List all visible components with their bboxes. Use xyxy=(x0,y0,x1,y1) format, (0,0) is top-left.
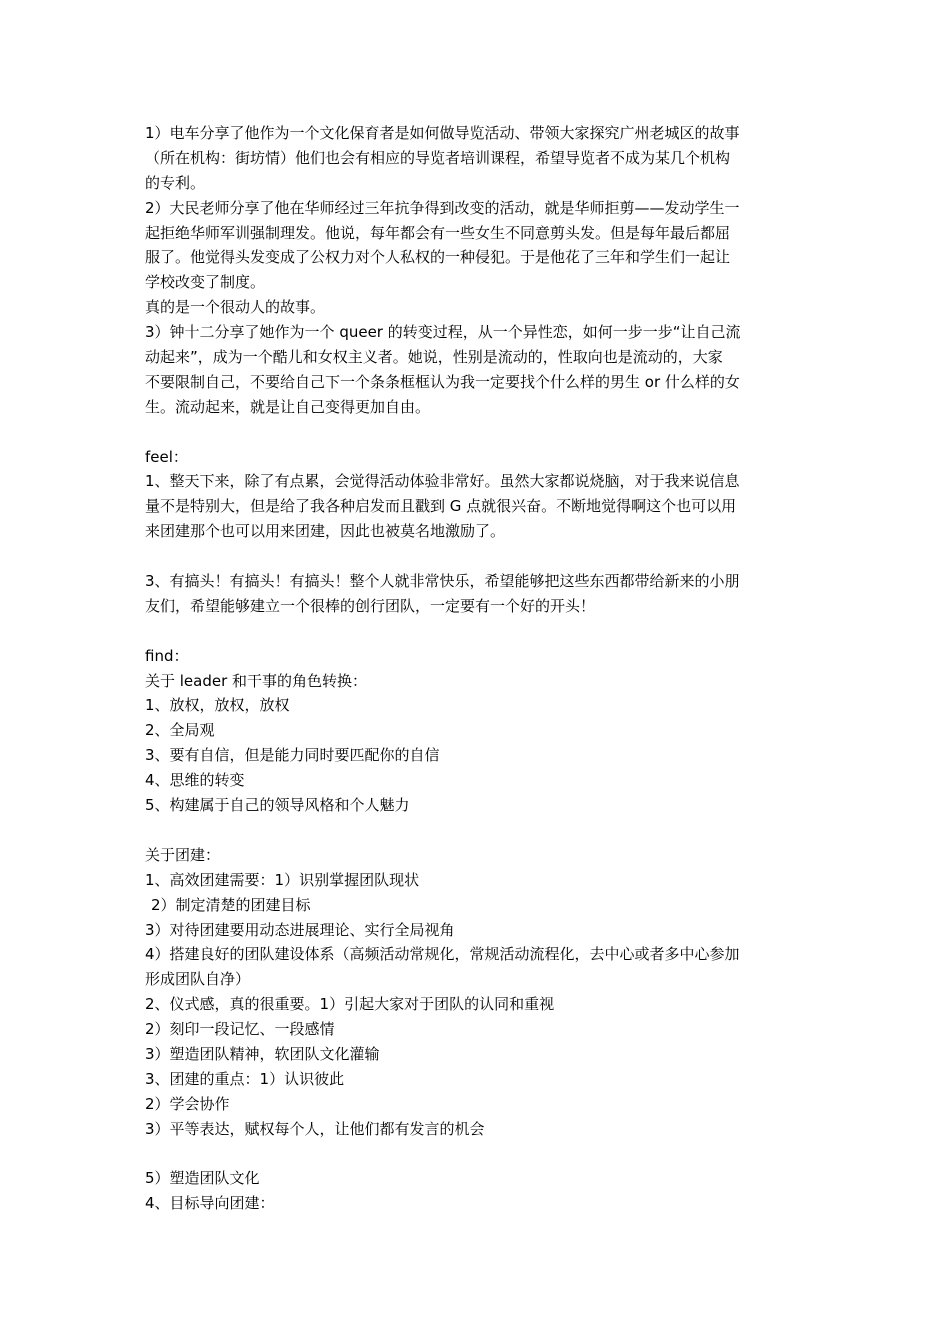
list-item: 2）学会协作 xyxy=(145,1094,230,1113)
text-line: 3）钟十二分享了她作为一个 queer 的转变过程，从一个异性恋，如何一步一步“让自己流 xyxy=(145,323,741,342)
text-line: 来团建那个也可以用来团建，因此也被莫名地激励了。 xyxy=(145,522,506,541)
text-line: 2）大民老师分享了他在华师经过三年抗争得到改变的活动，就是华师拒剪——发动学生一 xyxy=(145,198,740,217)
section-heading-find: find： xyxy=(145,646,189,665)
list-item: 3）平等表达，赋权每个人，让他们都有发言的机会 xyxy=(145,1119,485,1138)
text-line: 生。流动起来，就是让自己变得更加自由。 xyxy=(145,397,431,416)
text-line: 3、有搞头！有搞头！有搞头！整个人就非常快乐，希望能够把这些东西都带给新来的小朋 xyxy=(145,572,740,591)
list-item: 1、放权，放权，放权 xyxy=(145,696,290,715)
text-line: 量不是特别大，但是给了我各种启发而且戳到 G 点就很兴奋。不断地觉得啊这个也可以用 xyxy=(145,497,737,516)
text-line: 真的是一个很动人的故事。 xyxy=(145,298,326,317)
blank-line xyxy=(145,1142,809,1167)
list-item: 3）塑造团队精神，软团队文化灌输 xyxy=(145,1044,380,1063)
subheading-leader: 关于 leader 和干事的角色转换： xyxy=(145,671,368,690)
list-item: 3）对待团建要用动态进展理论、实行全局视角 xyxy=(145,920,455,939)
list-item: 2）刻印一段记忆、一段感情 xyxy=(145,1020,335,1039)
blank-line xyxy=(145,619,809,644)
text-line: 起拒绝华师军训强制理发。他说，每年都会有一些女生不同意剪头发。但是每年最后都屈 xyxy=(145,223,731,242)
text-line: 1）电车分享了他作为一个文化保育者是如何做导览活动、带领大家探究广州老城区的故事 xyxy=(145,124,740,142)
list-item: 4、思维的转变 xyxy=(145,771,245,790)
list-item: 5、构建属于自己的领导风格和个人魅力 xyxy=(145,796,410,815)
document-page xyxy=(145,121,809,1216)
list-item: 5）塑造团队文化 xyxy=(145,1169,260,1188)
text-line: 服了。他觉得头发变成了公权力对个人私权的一种侵犯。于是他花了三年和学生们一起让 xyxy=(145,248,731,267)
list-item: 2）制定清楚的团建目标 xyxy=(151,895,311,914)
list-item: 2、全局观 xyxy=(145,721,215,740)
paragraph-zhongshier xyxy=(145,320,809,420)
list-item: 3、团建的重点：1）认识彼此 xyxy=(145,1069,345,1088)
text-line: 不要限制自己，不要给自己下一个条条框框认为我一定要找个什么样的男生 or 什么样的女 xyxy=(145,372,740,391)
list-item: 4、目标导向团建： xyxy=(145,1194,275,1213)
list-item: 3、要有自信，但是能力同时要匹配你的自信 xyxy=(145,746,440,765)
section-feel xyxy=(145,445,809,619)
paragraph-dianche xyxy=(145,121,809,196)
blank-line xyxy=(145,544,809,569)
text-line: 友们，希望能够建立一个很棒的创行团队，一定要有一个好的开头！ xyxy=(145,596,596,615)
section-heading-feel: feel： xyxy=(145,447,188,466)
blank-line xyxy=(145,818,809,843)
subheading-team: 关于团建： xyxy=(145,845,221,864)
text-line: （所在机构：街坊情）他们也会有相应的导览者培训课程，希望导览者不成为某几个机构 xyxy=(145,148,731,167)
blank-line xyxy=(145,420,809,445)
paragraph-comment xyxy=(145,295,809,320)
paragraph-damin xyxy=(145,196,809,296)
text-line: 学校改变了制度。 xyxy=(145,273,266,292)
list-item: 4）搭建良好的团队建设体系（高频活动常规化，常规活动流程化，去中心或者多中心参加 xyxy=(145,945,740,964)
list-item: 2、仪式感，真的很重要。1）引起大家对于团队的认同和重视 xyxy=(145,995,555,1014)
list-item: 形成团队自净） xyxy=(145,970,251,989)
text-line: 动起来”，成为一个酷儿和女权主义者。她说，性别是流动的，性取向也是流动的，大家 xyxy=(145,348,723,367)
list-item: 1、高效团建需要：1）识别掌握团队现状 xyxy=(145,870,420,889)
section-find xyxy=(145,644,809,1216)
text-line: 1、整天下来，除了有点累，会觉得活动体验非常好。虽然大家都说烧脑，对于我来说信息 xyxy=(145,472,740,491)
text-line: 的专利。 xyxy=(145,173,206,192)
